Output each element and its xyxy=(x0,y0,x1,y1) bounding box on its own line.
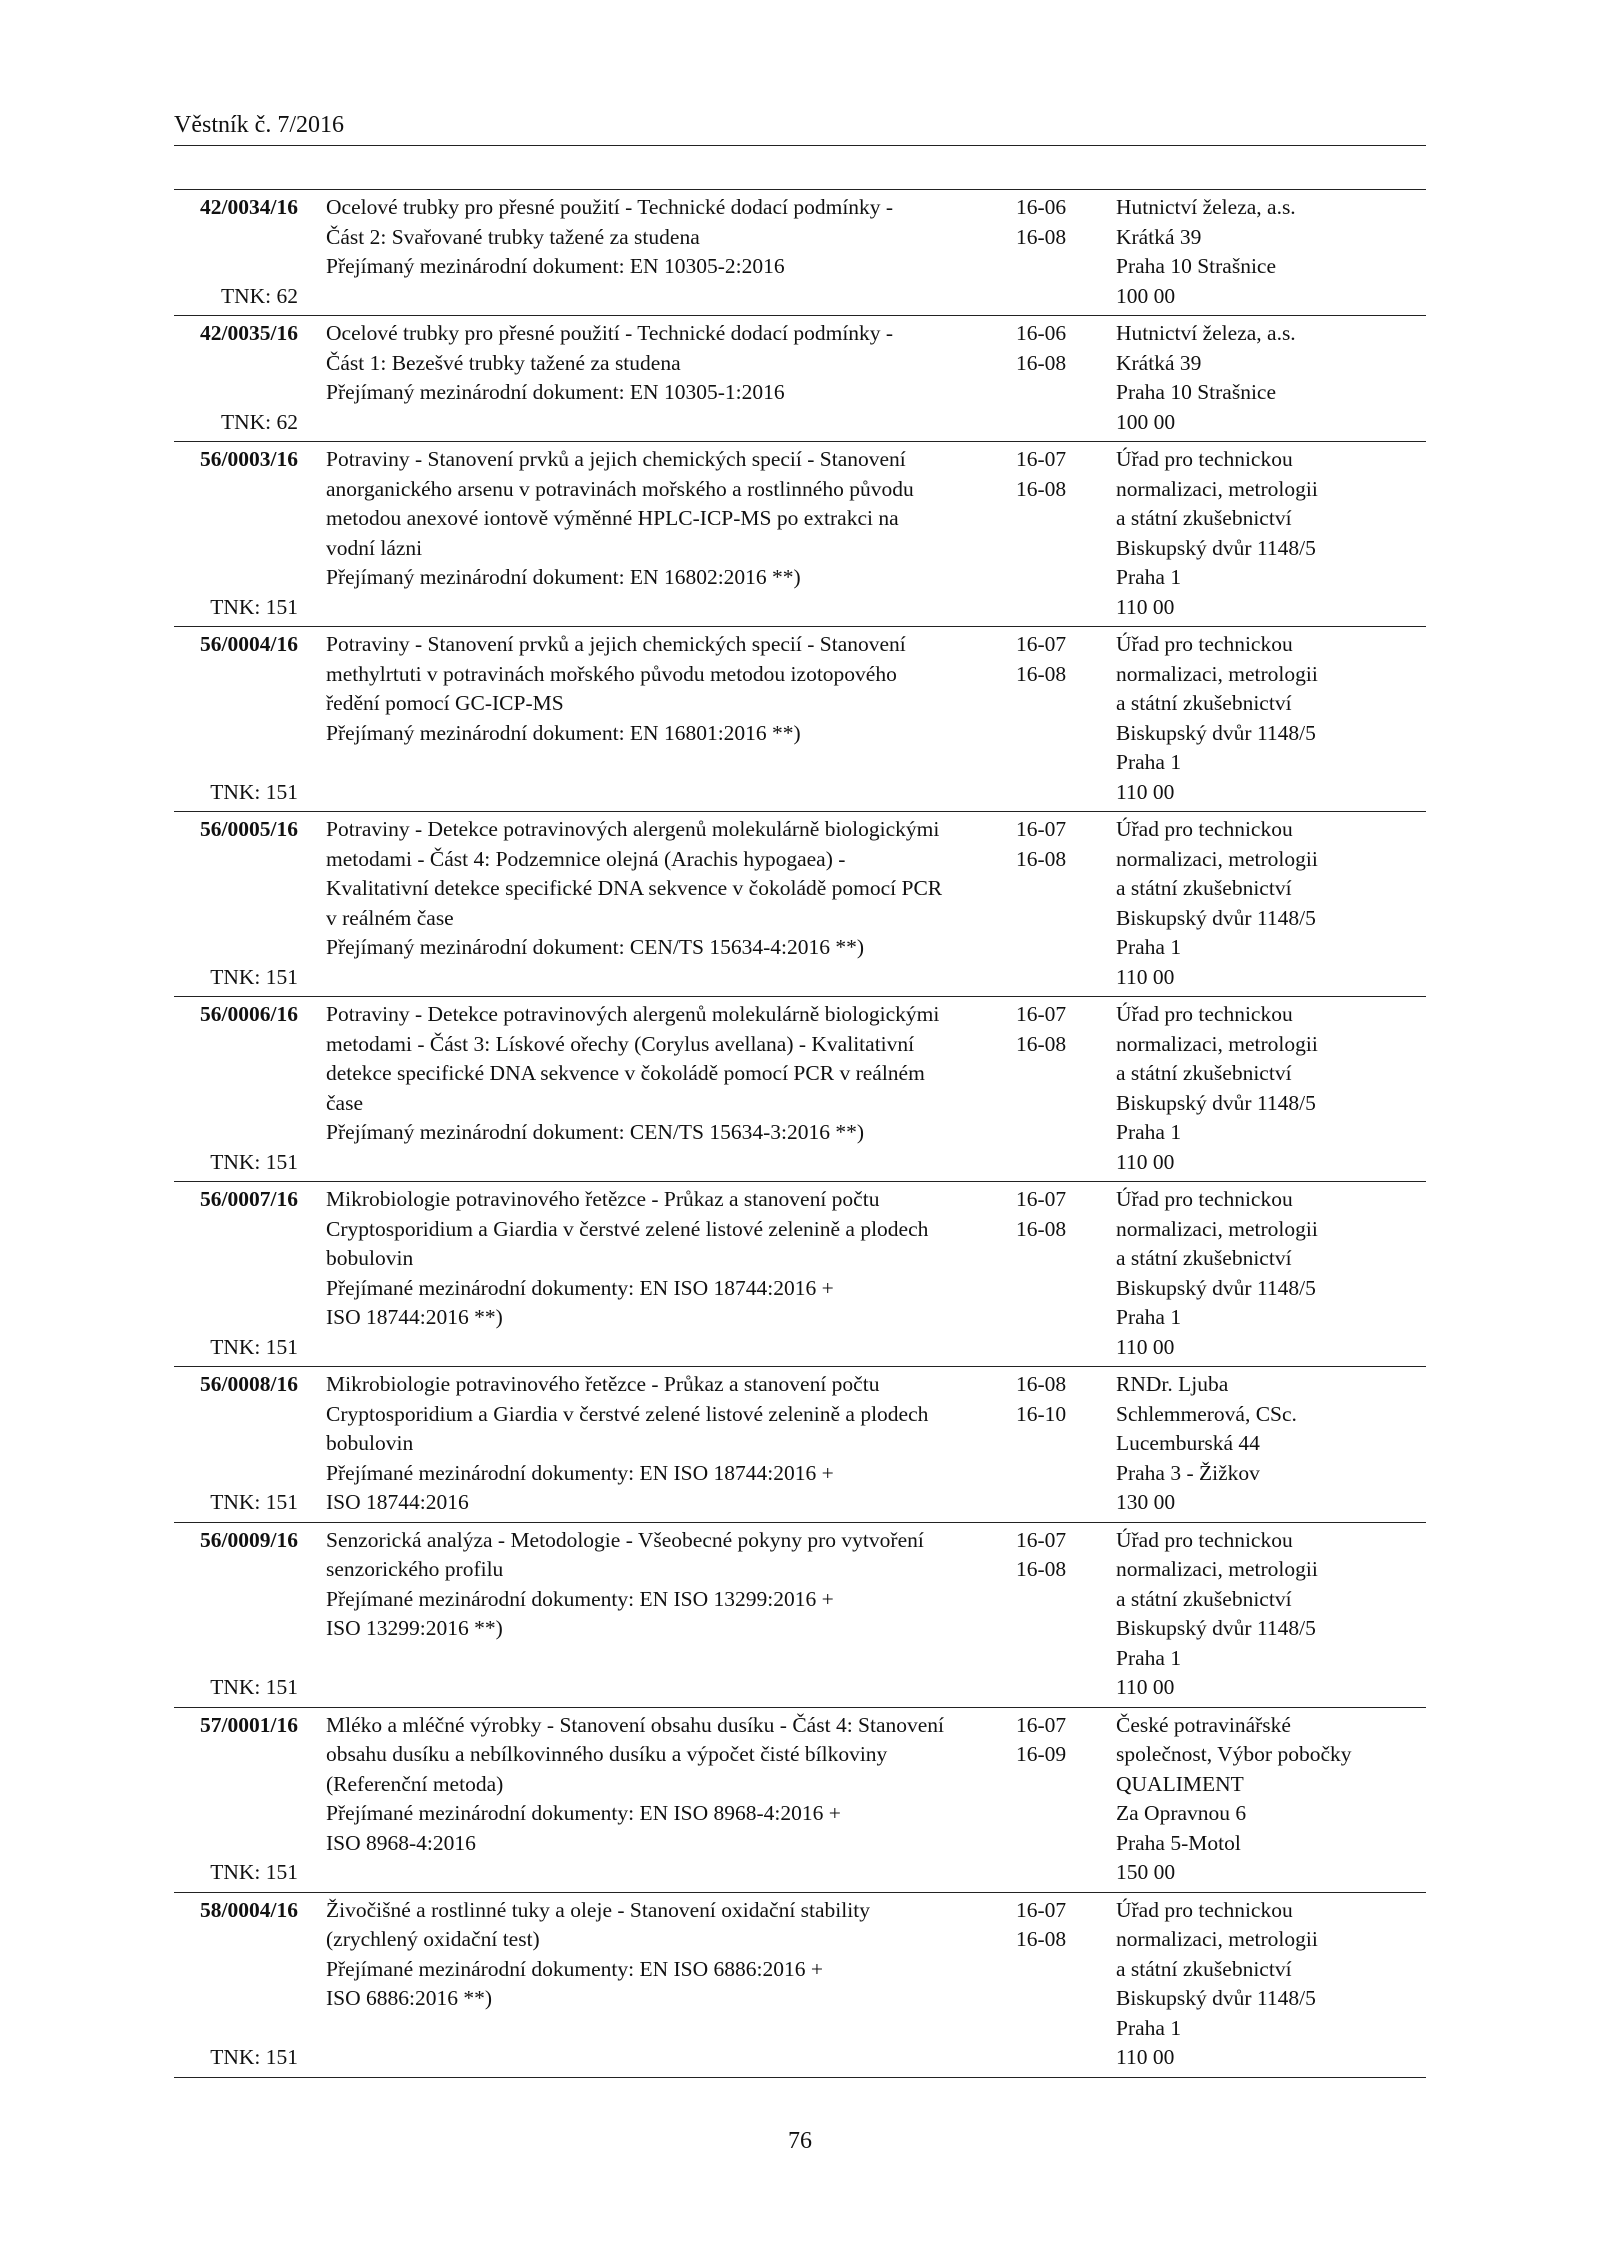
standard-title-line: vodní lázni xyxy=(326,535,423,560)
address-line: 130 00 xyxy=(1116,1490,1176,1514)
address-line: normalizaci, metrologii xyxy=(1116,1031,1318,1056)
standard-number-cell xyxy=(174,1000,306,1177)
dates-cell xyxy=(1006,815,1104,992)
standard-number: 58/0004/16 xyxy=(200,1897,298,1922)
processor-address-cell xyxy=(1104,1711,1426,1888)
address-line: Biskupský dvůr 1148/5 xyxy=(1116,1090,1316,1115)
address-line: Schlemmerová, CSc. xyxy=(1116,1401,1297,1426)
standard-title-line: Potraviny - Detekce potravinových alergenů molekulárně biologickými xyxy=(326,817,940,841)
standard-number: 56/0009/16 xyxy=(200,1527,298,1552)
standard-number: 56/0003/16 xyxy=(200,447,298,471)
address-line: České potravinářské xyxy=(1116,1712,1291,1737)
date-value: 16-07 xyxy=(1016,1527,1067,1552)
standard-title-line: Potraviny - Stanovení prvků a jejich chemických specií - Stanovení xyxy=(326,632,906,656)
address-line: Úřad pro technickou xyxy=(1116,1897,1293,1922)
standard-title-line: Část 2: Svařované trubky tažené za studena xyxy=(326,224,700,249)
dates-cell xyxy=(1006,445,1104,622)
date-value: 16-08 xyxy=(1016,846,1067,871)
address-line: Úřad pro technickou xyxy=(1116,1002,1293,1026)
standard-title-line: Ocelové trubky pro přesné použití - Technické dodací podmínky - xyxy=(326,321,894,345)
table-row xyxy=(174,627,1426,812)
standard-number: 57/0001/16 xyxy=(200,1712,298,1737)
address-line: a státní zkušebnictví xyxy=(1116,691,1292,715)
standard-title-line: (zrychlený oxidační test) xyxy=(326,1927,540,1951)
table-row xyxy=(174,812,1426,997)
standard-title-line: senzorického profilu xyxy=(326,1557,504,1581)
dates-cell xyxy=(1006,1711,1104,1888)
address-line: 110 00 xyxy=(1116,1149,1175,1174)
standard-title-line: ISO 8968-4:2016 xyxy=(326,1830,476,1855)
date-value: 16-06 xyxy=(1016,321,1067,345)
date-value: 16-09 xyxy=(1016,1742,1067,1766)
tnk-label: TNK: 151 xyxy=(210,779,298,804)
header-divider xyxy=(174,145,1426,146)
standard-title-line: Přejímané mezinárodní dokumenty: EN ISO 13299:2016 + xyxy=(326,1586,834,1611)
address-line: Úřad pro technickou xyxy=(1116,1187,1293,1211)
standard-title-line: ředění pomocí GC-ICP-MS xyxy=(326,691,564,715)
standard-title-cell xyxy=(306,319,1006,437)
standard-number-cell xyxy=(174,445,306,622)
address-line: 110 00 xyxy=(1116,779,1175,804)
date-value: 16-08 xyxy=(1016,350,1067,375)
address-line: normalizaci, metrologii xyxy=(1116,1557,1318,1581)
standard-title-line: Mikrobiologie potravinového řetězce - Průkaz a stanovení počtu xyxy=(326,1372,880,1396)
standard-number: 56/0004/16 xyxy=(200,632,298,656)
standard-title-line: (Referenční metoda) xyxy=(326,1771,504,1796)
address-line: Úřad pro technickou xyxy=(1116,817,1293,841)
dates-cell xyxy=(1006,1896,1104,2073)
page-header-title: Věstník č. 7/2016 xyxy=(174,112,344,138)
date-value: 16-07 xyxy=(1016,447,1067,471)
dates-cell xyxy=(1006,193,1104,311)
dates-cell xyxy=(1006,319,1104,437)
address-line: Hutnictví železa, a.s. xyxy=(1116,195,1296,219)
date-value: 16-07 xyxy=(1016,1187,1067,1211)
address-line: Praha 1 xyxy=(1116,935,1182,959)
standard-title-line: ISO 18744:2016 **) xyxy=(326,1305,503,1329)
standard-number-cell xyxy=(174,193,306,311)
table-row xyxy=(174,190,1426,316)
date-value: 16-08 xyxy=(1016,1031,1067,1056)
table-row xyxy=(174,442,1426,627)
address-line: společnost, Výbor pobočky xyxy=(1116,1742,1352,1766)
table-row xyxy=(174,1708,1426,1893)
address-line: Lucemburská 44 xyxy=(1116,1431,1260,1455)
table-row xyxy=(174,1523,1426,1708)
standard-title-line: Přejímané mezinárodní dokumenty: EN ISO 6886:2016 + xyxy=(326,1956,823,1981)
standard-title-line: Senzorická analýza - Metodologie - Všeobecné pokyny pro vytvoření xyxy=(326,1527,924,1552)
standard-title-line: Přejímané mezinárodní dokumenty: EN ISO 8968-4:2016 + xyxy=(326,1801,841,1825)
processor-address-cell xyxy=(1104,319,1426,437)
date-value: 16-07 xyxy=(1016,1002,1067,1026)
address-line: 110 00 xyxy=(1116,964,1175,989)
standard-title-line: ISO 6886:2016 **) xyxy=(326,1986,493,2010)
date-value: 16-08 xyxy=(1016,661,1067,686)
standard-title-line: Ocelové trubky pro přesné použití - Technické dodací podmínky - xyxy=(326,195,894,219)
processor-address-cell xyxy=(1104,815,1426,992)
standard-title-line: Přejímaný mezinárodní dokument: CEN/TS 15634-3:2016 **) xyxy=(326,1120,865,1144)
address-line: a státní zkušebnictví xyxy=(1116,1246,1292,1270)
standard-title-cell xyxy=(306,1896,1006,2073)
standard-title-cell xyxy=(306,1000,1006,1177)
standard-title-cell xyxy=(306,815,1006,992)
address-line: Biskupský dvůr 1148/5 xyxy=(1116,1986,1316,2010)
address-line: Praha 5-Motol xyxy=(1116,1830,1241,1855)
standard-title-line: Přejímané mezinárodní dokumenty: EN ISO 18744:2016 + xyxy=(326,1460,834,1485)
dates-cell xyxy=(1006,1185,1104,1362)
tnk-label: TNK: 62 xyxy=(220,409,298,434)
dates-cell xyxy=(1006,1370,1104,1518)
standard-title-line: metodami - Část 4: Podzemnice olejná (Arachis hypogaea) - xyxy=(326,846,846,871)
table-row xyxy=(174,1367,1426,1523)
address-line: Za Opravnou 6 xyxy=(1116,1801,1247,1825)
tnk-label: TNK: 151 xyxy=(210,1334,298,1359)
tnk-label: TNK: 151 xyxy=(210,1675,298,1699)
address-line: Praha 3 - Žižkov xyxy=(1116,1460,1260,1485)
date-value: 16-10 xyxy=(1016,1401,1067,1426)
date-value: 16-08 xyxy=(1016,476,1067,501)
standard-number: 56/0007/16 xyxy=(200,1187,298,1211)
tnk-label: TNK: 151 xyxy=(210,2045,298,2069)
address-line: Praha 1 xyxy=(1116,750,1182,774)
standard-title-line: Cryptosporidium a Giardia v čerstvé zelené listové zelenině a plodech xyxy=(326,1401,929,1426)
table-row xyxy=(174,997,1426,1182)
address-line: 100 00 xyxy=(1116,409,1176,434)
date-value: 16-06 xyxy=(1016,195,1067,219)
address-line: Praha 1 xyxy=(1116,1645,1182,1670)
date-value: 16-07 xyxy=(1016,817,1067,841)
standards-table xyxy=(174,189,1426,2078)
standard-title-line: Přejímané mezinárodní dokumenty: EN ISO 18744:2016 + xyxy=(326,1275,834,1300)
address-line: Úřad pro technickou xyxy=(1116,632,1293,656)
dates-cell xyxy=(1006,1000,1104,1177)
address-line: QUALIMENT xyxy=(1116,1771,1244,1796)
tnk-label: TNK: 151 xyxy=(210,1149,298,1174)
date-value: 16-07 xyxy=(1016,632,1067,656)
processor-address-cell xyxy=(1104,445,1426,622)
page-number: 76 xyxy=(788,2128,812,2154)
standard-title-line: anorganického arsenu v potravinách mořského a rostlinného původu xyxy=(326,476,914,501)
standard-title-line: Přejímaný mezinárodní dokument: CEN/TS 15634-4:2016 **) xyxy=(326,935,865,959)
address-line: 110 00 xyxy=(1116,2045,1175,2069)
address-line: Krátká 39 xyxy=(1116,224,1202,249)
address-line: a státní zkušebnictví xyxy=(1116,1061,1292,1085)
standard-title-cell xyxy=(306,1711,1006,1888)
standard-number-cell xyxy=(174,1526,306,1703)
standard-number: 42/0035/16 xyxy=(200,321,298,345)
date-value: 16-08 xyxy=(1016,1372,1067,1396)
date-value: 16-07 xyxy=(1016,1897,1067,1922)
standard-title-line: metodami - Část 3: Lískové ořechy (Corylus avellana) - Kvalitativní xyxy=(326,1031,915,1056)
tnk-label: TNK: 151 xyxy=(210,594,298,619)
standard-title-line: bobulovin xyxy=(326,1246,414,1270)
address-line: Praha 1 xyxy=(1116,2015,1182,2040)
date-value: 16-08 xyxy=(1016,1927,1067,1951)
address-line: Praha 10 Strašnice xyxy=(1116,254,1277,278)
address-line: Úřad pro technickou xyxy=(1116,1527,1293,1552)
standard-title-line: Mléko a mléčné výrobky - Stanovení obsahu dusíku - Část 4: Stanovení xyxy=(326,1712,945,1737)
processor-address-cell xyxy=(1104,1896,1426,2073)
address-line: normalizaci, metrologii xyxy=(1116,661,1318,686)
date-value: 16-08 xyxy=(1016,1216,1067,1241)
address-line: Krátká 39 xyxy=(1116,350,1202,375)
standard-title-cell xyxy=(306,630,1006,807)
standard-title-line: ISO 13299:2016 **) xyxy=(326,1616,503,1640)
standard-title-cell xyxy=(306,193,1006,311)
standard-title-line: Potraviny - Detekce potravinových alergenů molekulárně biologickými xyxy=(326,1002,940,1026)
address-line: normalizaci, metrologii xyxy=(1116,1216,1318,1241)
address-line: Úřad pro technickou xyxy=(1116,447,1293,471)
address-line: Biskupský dvůr 1148/5 xyxy=(1116,905,1316,930)
standard-title-line: čase xyxy=(326,1090,363,1115)
processor-address-cell xyxy=(1104,1185,1426,1362)
standard-number-cell xyxy=(174,1896,306,2073)
address-line: 110 00 xyxy=(1116,1675,1175,1699)
standard-title-line: Přejímaný mezinárodní dokument: EN 10305-1:2016 xyxy=(326,380,785,404)
address-line: a státní zkušebnictví xyxy=(1116,876,1292,900)
standard-title-line: ISO 18744:2016 xyxy=(326,1490,469,1514)
processor-address-cell xyxy=(1104,1370,1426,1518)
address-line: normalizaci, metrologii xyxy=(1116,846,1318,871)
address-line: a státní zkušebnictví xyxy=(1116,1956,1292,1981)
standard-title-line: Potraviny - Stanovení prvků a jejich chemických specií - Stanovení xyxy=(326,447,906,471)
standard-title-cell xyxy=(306,445,1006,622)
standard-title-line: metodou anexové iontově výměnné HPLC-ICP-MS po extrakci na xyxy=(326,506,899,530)
dates-cell xyxy=(1006,1526,1104,1703)
standard-title-line: Mikrobiologie potravinového řetězce - Průkaz a stanovení počtu xyxy=(326,1187,880,1211)
address-line: Biskupský dvůr 1148/5 xyxy=(1116,1275,1316,1300)
date-value: 16-08 xyxy=(1016,1557,1067,1581)
table-row xyxy=(174,316,1426,442)
table-row xyxy=(174,1893,1426,2078)
standard-number-cell xyxy=(174,1711,306,1888)
processor-address-cell xyxy=(1104,1000,1426,1177)
standard-title-line: Přejímaný mezinárodní dokument: EN 16801:2016 **) xyxy=(326,720,801,745)
tnk-label: TNK: 151 xyxy=(210,1860,298,1884)
standard-title-cell xyxy=(306,1370,1006,1518)
address-line: Hutnictví železa, a.s. xyxy=(1116,321,1296,345)
tnk-label: TNK: 151 xyxy=(210,1490,298,1514)
address-line: Praha 1 xyxy=(1116,1305,1182,1329)
standard-title-line: bobulovin xyxy=(326,1431,414,1455)
standard-title-line: obsahu dusíku a nebílkovinného dusíku a výpočet čisté bílkoviny xyxy=(326,1742,888,1766)
dates-cell xyxy=(1006,630,1104,807)
tnk-label: TNK: 62 xyxy=(220,283,298,308)
processor-address-cell xyxy=(1104,193,1426,311)
standard-title-cell xyxy=(306,1526,1006,1703)
standard-number-cell xyxy=(174,1185,306,1362)
table-row xyxy=(174,1182,1426,1367)
standard-title-line: v reálném čase xyxy=(326,905,454,930)
standard-title-line: methylrtuti v potravinách mořského původu metodou izotopového xyxy=(326,661,897,686)
standard-title-line: Cryptosporidium a Giardia v čerstvé zelené listové zelenině a plodech xyxy=(326,1216,929,1241)
address-line: 110 00 xyxy=(1116,1334,1175,1359)
address-line: Praha 10 Strašnice xyxy=(1116,380,1277,404)
tnk-label: TNK: 151 xyxy=(210,964,298,989)
standard-title-line: detekce specifické DNA sekvence v čokoládě pomocí PCR v reálném xyxy=(326,1061,925,1085)
address-line: RNDr. Ljuba xyxy=(1116,1372,1229,1396)
standard-number-cell xyxy=(174,1370,306,1518)
processor-address-cell xyxy=(1104,630,1426,807)
address-line: a státní zkušebnictví xyxy=(1116,1586,1292,1611)
address-line: Biskupský dvůr 1148/5 xyxy=(1116,1616,1316,1640)
address-line: 100 00 xyxy=(1116,283,1176,308)
standard-number-cell xyxy=(174,815,306,992)
standard-title-line: Přejímaný mezinárodní dokument: EN 10305-2:2016 xyxy=(326,254,785,278)
date-value: 16-07 xyxy=(1016,1712,1067,1737)
address-line: a státní zkušebnictví xyxy=(1116,506,1292,530)
standard-number: 56/0008/16 xyxy=(200,1372,298,1396)
processor-address-cell xyxy=(1104,1526,1426,1703)
standard-number-cell xyxy=(174,630,306,807)
standard-title-line: Přejímaný mezinárodní dokument: EN 16802:2016 **) xyxy=(326,565,801,589)
standard-title-line: Živočišné a rostlinné tuky a oleje - Stanovení oxidační stability xyxy=(326,1897,870,1922)
standard-number: 42/0034/16 xyxy=(200,195,298,219)
standard-number-cell xyxy=(174,319,306,437)
standard-number: 56/0006/16 xyxy=(200,1002,298,1026)
standard-title-line: Kvalitativní detekce specifické DNA sekvence v čokoládě pomocí PCR xyxy=(326,876,943,900)
address-line: Biskupský dvůr 1148/5 xyxy=(1116,535,1316,560)
standard-number: 56/0005/16 xyxy=(200,817,298,841)
address-line: 110 00 xyxy=(1116,594,1175,619)
address-line: Praha 1 xyxy=(1116,1120,1182,1144)
address-line: Biskupský dvůr 1148/5 xyxy=(1116,720,1316,745)
standard-title-cell xyxy=(306,1185,1006,1362)
address-line: 150 00 xyxy=(1116,1860,1176,1884)
standard-title-line: Část 1: Bezešvé trubky tažené za studena xyxy=(326,350,681,375)
address-line: Praha 1 xyxy=(1116,565,1182,589)
address-line: normalizaci, metrologii xyxy=(1116,476,1318,501)
date-value: 16-08 xyxy=(1016,224,1067,249)
address-line: normalizaci, metrologii xyxy=(1116,1927,1318,1951)
